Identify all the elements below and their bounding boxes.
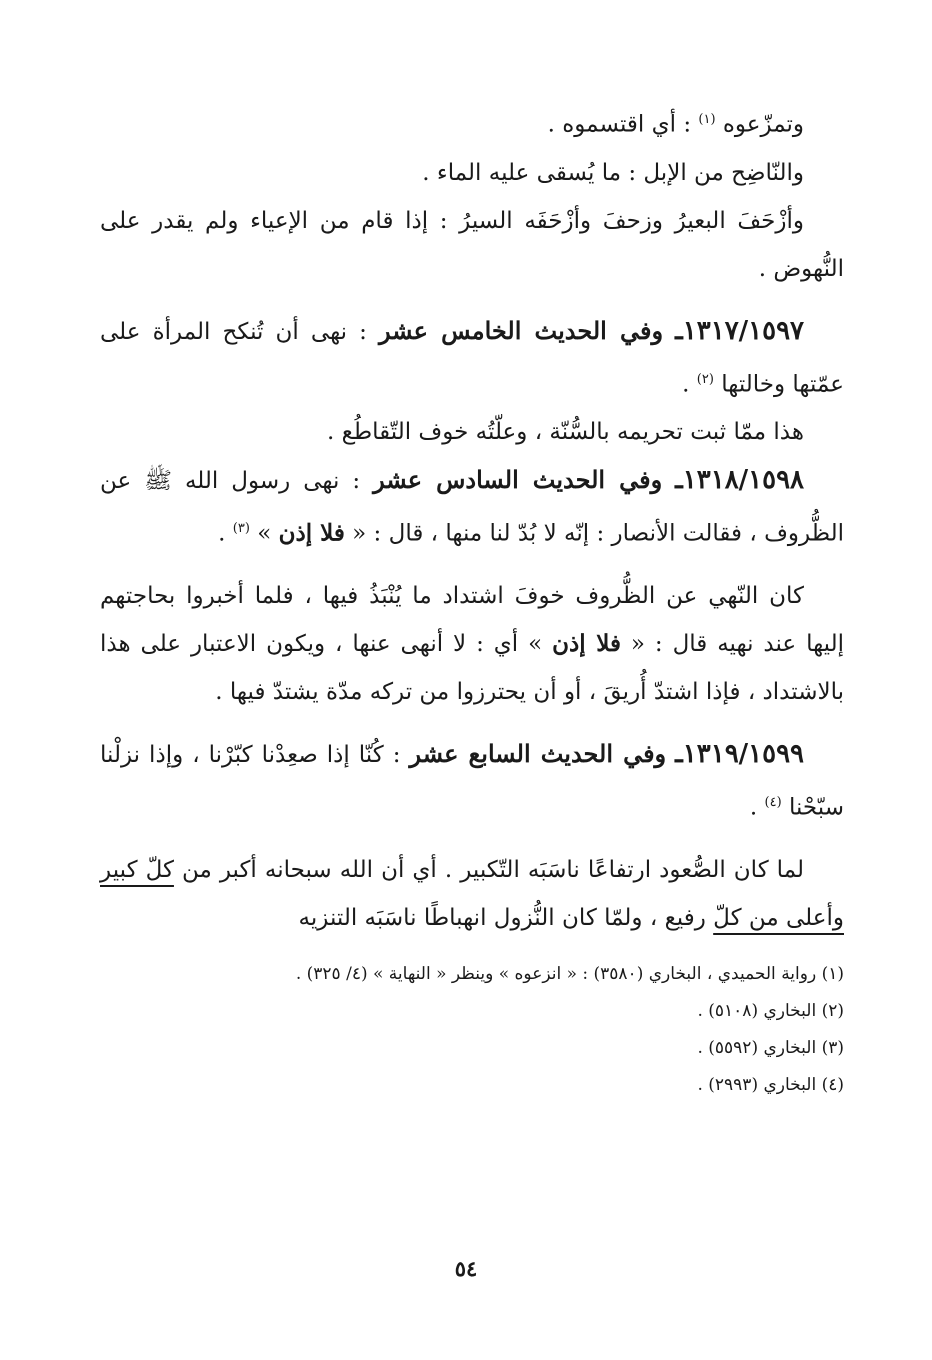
definition-text: : أي اقتسموه .	[547, 111, 699, 138]
commentary-1317: هذا ممّا ثبت تحريمه بالسُّنّة ، وعلّتُه خوف التّقاطُع .	[326, 419, 804, 446]
commentary-bold-phrase: فلا إذن	[552, 629, 621, 657]
commentary-text-end: » أي : لا أنهى عنها ، ويكون الاعتبار على هذا بالاشتداد ، فإذا اشتدّ أُريقَ ، أو أن يحترزوا من تركه مدّة يشتدّ فيها .	[100, 630, 844, 705]
hadith-1318	[100, 456, 844, 558]
definition-azhaf: وأزْحَفَ البعيرُ وزحفَ وأزْحَفَه السيرُ : إذا قام من الإعياء ولم يقدر على النُّهوض .	[100, 207, 844, 282]
footnote-4: (٤) البخاري (٢٩٩٣) .	[697, 1074, 844, 1095]
hadith-bold-phrase: فلا إذن	[278, 519, 345, 547]
footnote-2: (٢) البخاري (٥١٠٨) .	[697, 1000, 844, 1021]
footnote-ref-1[interactable]: (١)	[698, 112, 716, 127]
hadith-number: ١٣١٧/١٥٩٧ـ	[675, 315, 805, 346]
hadith-end: .	[218, 520, 233, 547]
hadith-1317	[100, 307, 844, 409]
page-number: ٥٤	[454, 1256, 478, 1281]
hadith-title: وفي الحديث السابع عشر	[409, 738, 667, 768]
commentary-1318	[100, 572, 844, 716]
hadith-text: : نهى رسول الله ﷺ عن الظُّروف ، فقالت الأنصار : إنّه لا بُدّ لنا منها ، قال : «	[100, 468, 844, 547]
footnotes	[100, 956, 844, 1104]
commentary-text: لما كان الصُّعود ارتفاعًا ناسَبَه التّكبير . أي أن الله سبحانه أكبر من	[173, 856, 804, 883]
hadith-end: .	[749, 794, 765, 821]
commentary-text-end: رفيع ، ولمّا كان النُّزول انهباطًا ناسَبَه التنزيه	[298, 904, 714, 931]
definition-nadih: والنّاضِح من الإبل : ما يُسقى عليه الماء .	[422, 159, 804, 186]
hadith-number: ١٣١٩/١٥٩٩ـ	[675, 738, 805, 769]
footnote-ref-4[interactable]: (٤)	[764, 794, 782, 810]
underlined-phrase: كلّ كبير وأعلى من كلّ	[100, 856, 844, 931]
hadith-title: وفي الحديث الخامس عشر	[379, 315, 664, 345]
footnote-3: (٣) البخاري (٥٥٩٢) .	[697, 1037, 844, 1058]
definition-tamazzu	[100, 96, 844, 149]
hadith-text: : كُنّا إذا صعِدْنا كبّرْنا ، وإذا نزلْنا سبّحْنا	[100, 741, 844, 821]
footnote-ref-3[interactable]: (٣)	[232, 521, 250, 537]
footnote-ref-2[interactable]: (٢)	[696, 371, 714, 387]
footnote-1: (١) رواية الحميدي ، البخاري (٣٥٨٠) : « انزعوه » وينظر « النهاية » (٤/ ٣٢٥) .	[295, 963, 844, 984]
hadith-text-end: »	[257, 520, 279, 547]
commentary-1319	[100, 846, 844, 942]
page-body	[100, 96, 844, 1104]
hadith-title: وفي الحديث السادس عشر	[373, 465, 663, 495]
hadith-end: .	[682, 371, 697, 398]
hadith-1319	[100, 730, 844, 832]
hadith-text: : نهى أن تُنكح المرأة على عمّتها وخالتها	[100, 318, 844, 398]
commentary-text: كان النّهي عن الظُّروف خوفَ اشتداد ما يُنْبَذُ فيها ، فلما أخبروا بحاجتهم إليها عند نهيه قال : «	[100, 582, 845, 657]
definition-term: وتمزّعوه	[722, 111, 804, 138]
hadith-number: ١٣١٨/١٥٩٨ـ	[675, 465, 805, 496]
